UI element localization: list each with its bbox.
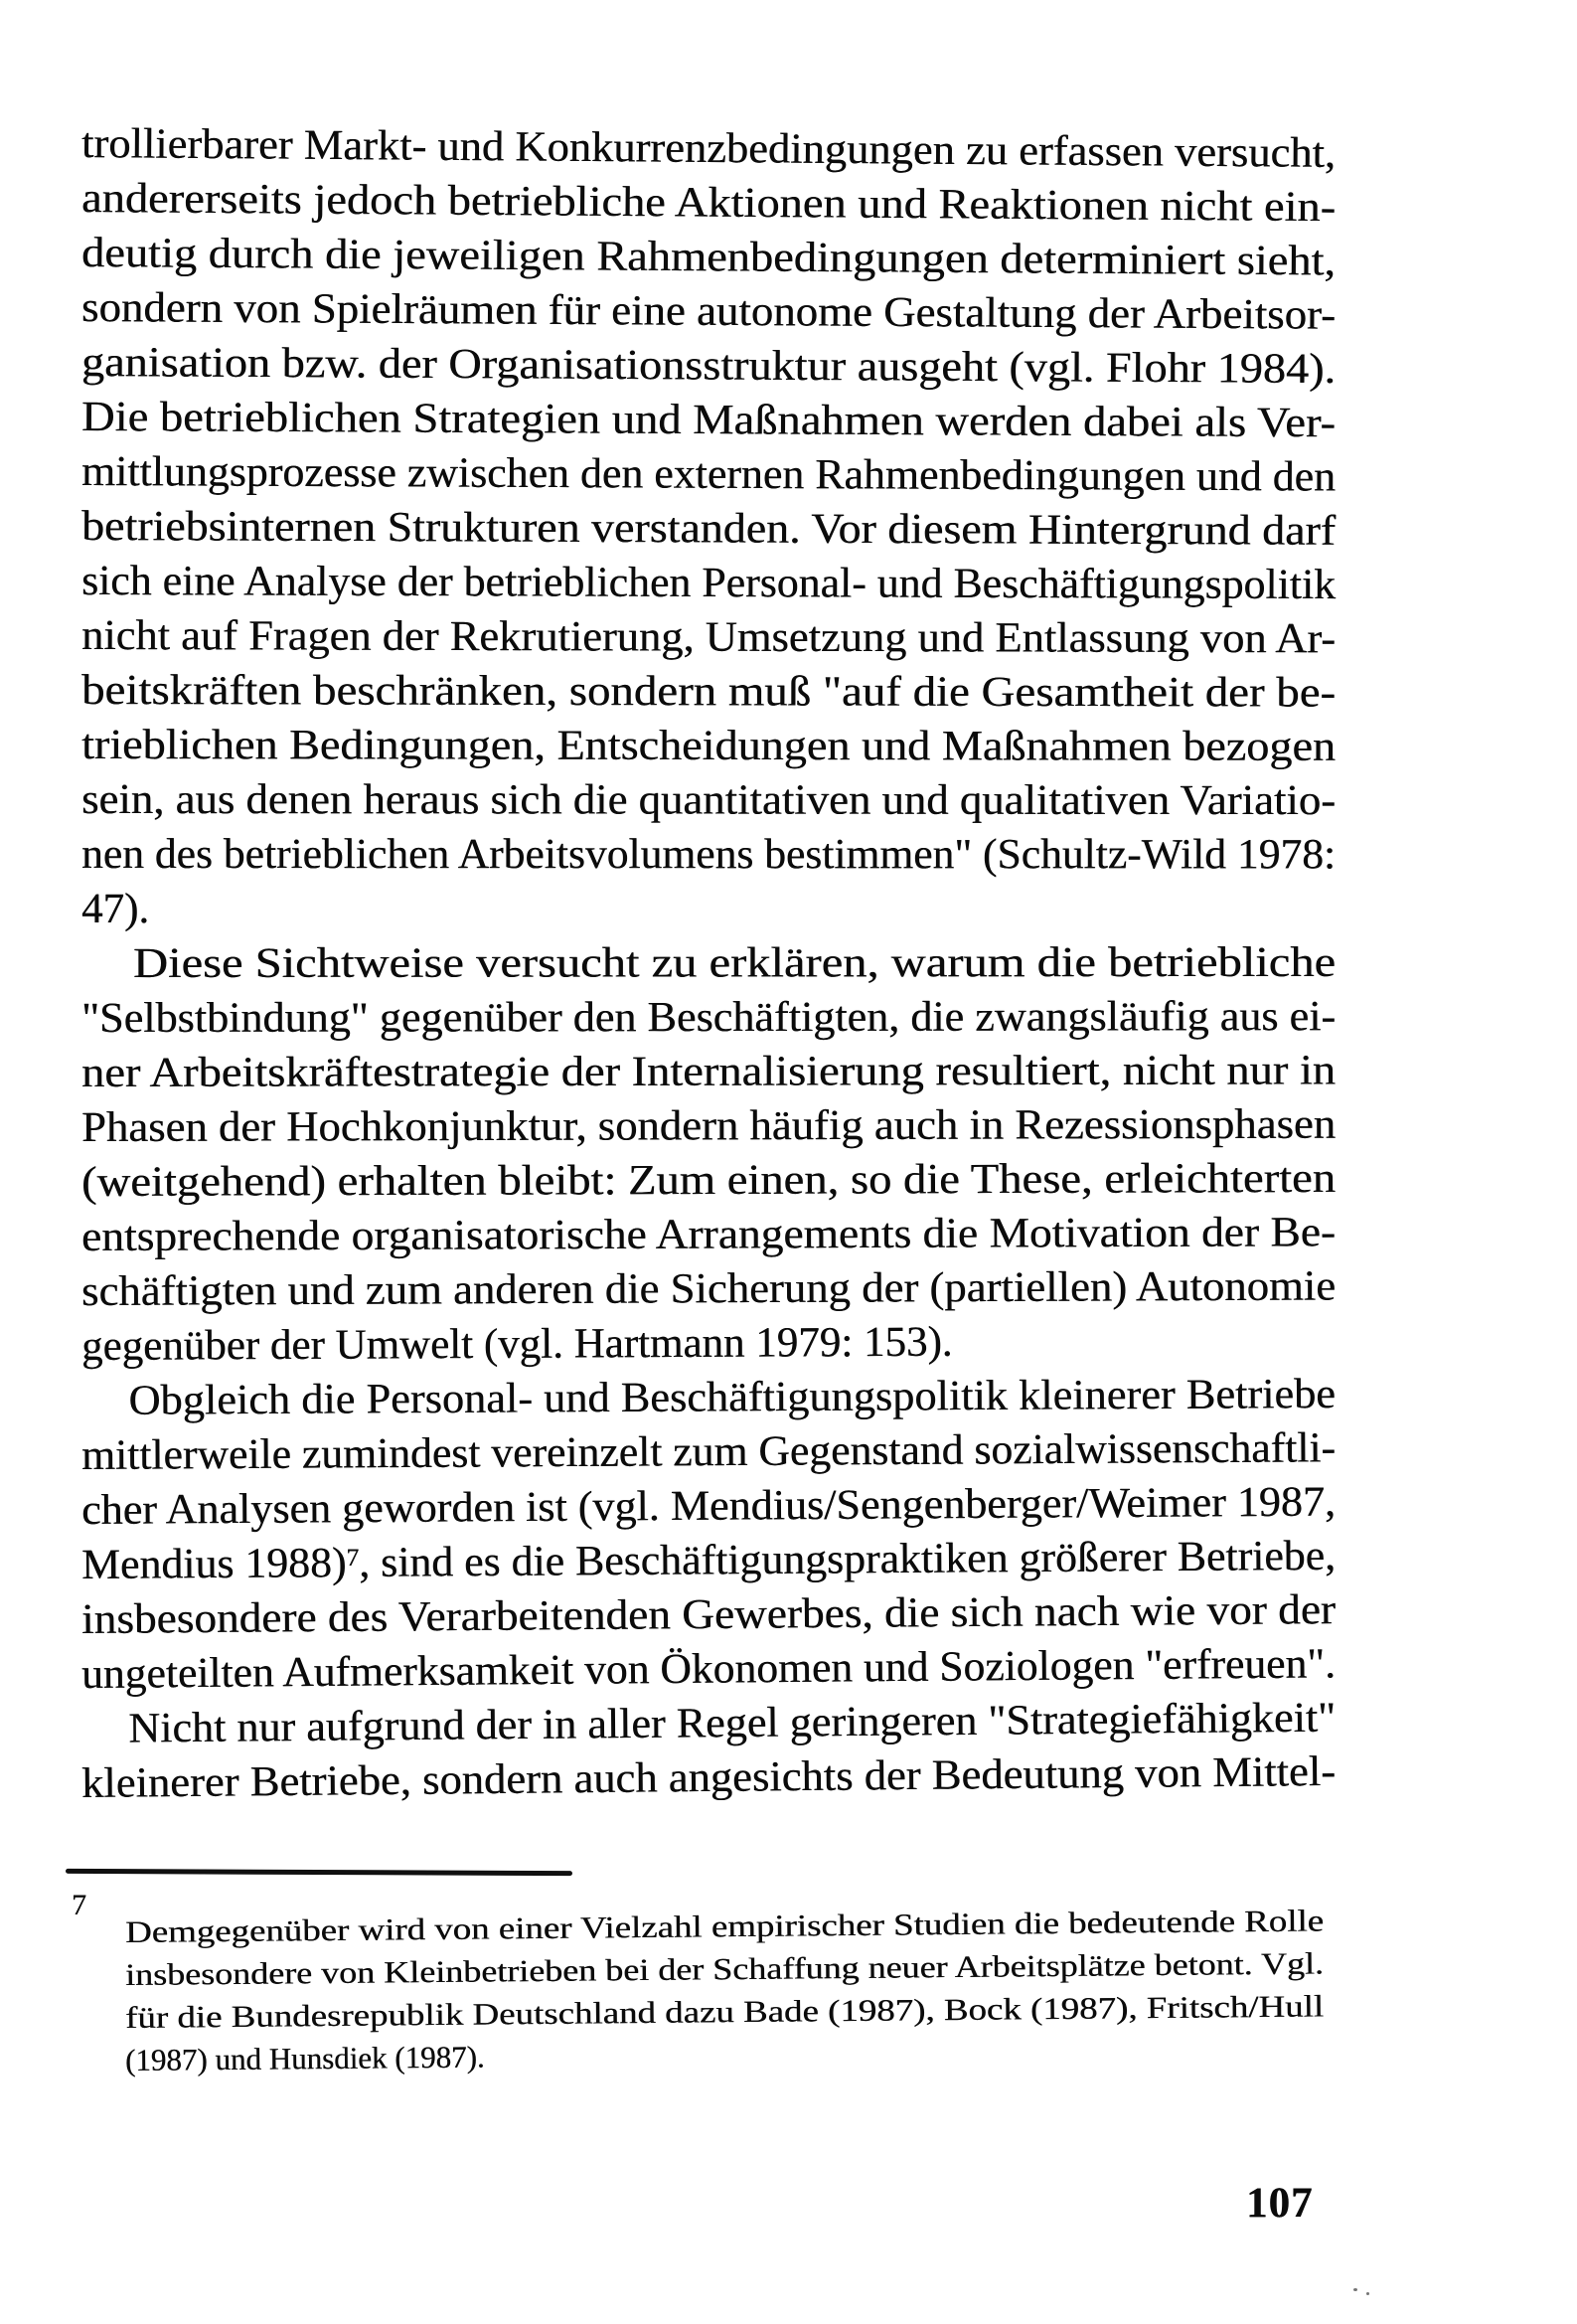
footnote-text-block: [124, 1903, 1325, 2109]
text-line: ner Arbeitskräftestrategie der Internalisierung resultiert, nicht nur in: [80, 1047, 1337, 1096]
text-line: nen des betrieblichen Arbeitsvolumens bestimmen" (Schultz-Wild 1978:: [80, 831, 1337, 879]
text-line: Demgegenüber wird von einer Vielzahl empirischer Studien die bedeutende Rolle: [124, 1903, 1325, 1949]
text-line: (1987) und Hunsdiek (1987).: [124, 2039, 485, 2077]
body-text-block: [81, 116, 1336, 1866]
text-line: (weitgehend) erhalten bleibt: Zum einen, so die These, erleichterten: [80, 1154, 1337, 1206]
text-line: 47).: [80, 885, 150, 932]
text-line: ungeteilten Aufmerksamkeit von Ökonomen und Soziologen "erfreuen".: [80, 1640, 1337, 1698]
text-line: insbesondere von Kleinbetrieben bei der Schaffung neuer Arbeitsplätze betont. Vgl.: [124, 1945, 1325, 1992]
page-number: 107: [1246, 2180, 1314, 2227]
scan-speck: [1366, 2292, 1369, 2295]
footnote-reference: 7: [346, 1544, 360, 1572]
footnote-marker: 7: [72, 1889, 86, 1921]
text-line: nicht auf Fragen der Rekrutierung, Umsetzung und Entlassung von Ar-: [80, 612, 1337, 663]
text-line: andererseits jedoch betriebliche Aktionen und Reaktionen nicht ein-: [80, 175, 1337, 232]
text-line: trieblichen Bedingungen, Entscheidungen und Maßnahmen bezogen: [80, 722, 1336, 770]
text-line: mittlungsprozesse zwischen den externen Rahmenbedingungen und den: [80, 448, 1337, 501]
text-line: beitskräften beschränken, sondern muß "auf die Gesamtheit der be-: [80, 667, 1337, 717]
text-line: Phasen der Hochkonjunktur, sondern häufig auch in Rezessionsphasen: [80, 1100, 1337, 1151]
footnote-separator-rule: [66, 1869, 572, 1876]
text-line: mittlerweile zumindest vereinzelt zum Gegenstand sozialwissenschaftli-: [80, 1424, 1337, 1479]
text-line: insbesondere des Verarbeitenden Gewerbes, die sich nach wie vor der: [80, 1586, 1337, 1643]
text-line: sein, aus denen heraus sich die quantitativen und qualitativen Variatio-: [80, 776, 1337, 825]
text-line: sondern von Spielräumen für eine autonome Gestaltung der Arbeitsor-: [80, 284, 1337, 339]
text-line: schäftigten und zum anderen die Sicherung der (partiellen) Autonomie: [80, 1262, 1337, 1315]
text-line: für die Bundesrepublik Deutschland dazu Bade (1987), Bock (1987), Fritsch/Hull: [124, 1988, 1325, 2035]
text-line: gegenüber der Umwelt (vgl. Hartmann 1979: 153).: [80, 1318, 953, 1370]
text-line: deutig durch die jeweiligen Rahmenbedingungen determiniert sieht,: [80, 230, 1337, 285]
text-line: sich eine Analyse der betrieblichen Personal- und Beschäftigungspolitik: [80, 558, 1337, 609]
text-line: Die betrieblichen Strategien und Maßnahmen werden dabei als Ver-: [80, 394, 1337, 447]
text-line: cher Analysen geworden ist (vgl. Mendius/Sengenberger/Weimer 1987,: [80, 1478, 1337, 1534]
text-line: kleinerer Betriebe, sondern auch angesichts der Bedeutung von Mittel-: [80, 1747, 1337, 1807]
text-line: trollierbarer Markt- und Konkurrenzbedingungen zu erfassen versucht,: [80, 120, 1337, 177]
text-line: Mendius 1988)$^7$, sind es die Beschäftigungspraktiken größerer Betriebe,: [80, 1532, 1337, 1588]
text-line: ganisation bzw. der Organisationsstruktur ausgeht (vgl. Flohr 1984).: [80, 339, 1337, 393]
text-line: "Selbstbindung" gegenüber den Beschäftigten, die zwangsläufig aus ei-: [80, 993, 1337, 1042]
text-line: Obgleich die Personal- und Beschäftigungspolitik kleinerer Betriebe: [128, 1371, 1337, 1424]
text-line: Diese Sichtweise versucht zu erklären, warum die betriebliche: [132, 938, 1337, 987]
text-line: betriebsinternen Strukturen verstanden. Vor diesem Hintergrund darf: [80, 503, 1337, 555]
text-line: entsprechende organisatorische Arrangements die Motivation der Be-: [80, 1209, 1337, 1260]
text-line: Nicht nur aufgrund der in aller Regel geringeren "Strategiefähigkeit": [127, 1694, 1337, 1752]
scan-speck: [1353, 2288, 1357, 2291]
